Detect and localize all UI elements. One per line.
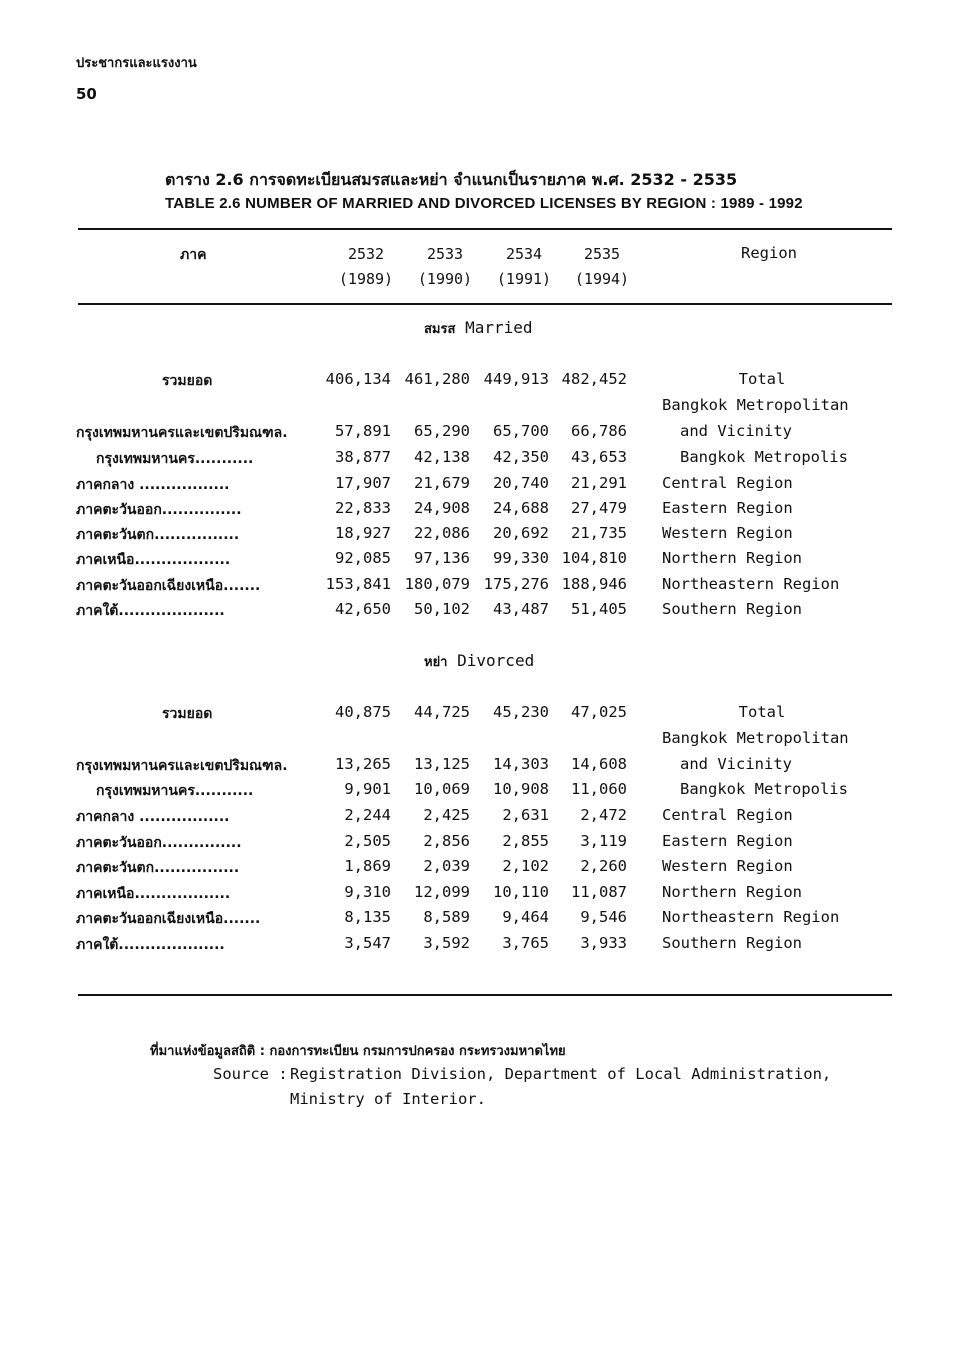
table-row: กรุงเทพมหานคร........... 38,877 42,138 42,350 43,653 Bangkok Metropolis: [96, 448, 848, 467]
section-divorced-label: หย่า Divorced: [424, 651, 535, 670]
section-married-label: สมรส Married: [424, 318, 533, 337]
table-row-label: Bangkok Metropolitan: [662, 729, 849, 747]
table-row-label: Bangkok Metropolitan: [662, 396, 849, 414]
table-row: กรุงเทพมหานคร........... 9,901 10,069 10,908 11,060 Bangkok Metropolis: [96, 780, 848, 799]
table-row: ภาคตะวันออก............... 2,505 2,856 2,855 3,119 Eastern Region: [76, 832, 793, 851]
table-row: ภาคใต้.................... 42,650 50,102 43,487 51,405 Southern Region: [76, 600, 802, 619]
col-year-4: 2535 (1994): [574, 245, 630, 288]
col-year-3: 2534 (1991): [496, 245, 552, 288]
col-region-en: Region: [741, 244, 797, 262]
col-year-2: 2533 (1990): [417, 245, 473, 288]
page-number: 50: [76, 85, 97, 103]
source-english-line2: Ministry of Interior.: [290, 1090, 486, 1108]
header-rule: [78, 303, 892, 305]
table-row-total: รวมยอด 40,875 44,725 45,230 47,025 Total: [162, 703, 786, 722]
table-row: ภาคกลาง ................. 2,244 2,425 2,631 2,472 Central Region: [76, 806, 793, 825]
table-title-english: TABLE 2.6 NUMBER OF MARRIED AND DIVORCED LICENSES BY REGION : 1989 - 1992: [165, 195, 803, 212]
table-row-total: รวมยอด 406,134 461,280 449,913 482,452 Total: [162, 370, 786, 389]
table-row: ภาคตะวันตก................ 1,869 2,039 2,102 2,260 Western Region: [76, 857, 793, 876]
table-row: ภาคตะวันออก............... 22,833 24,908 24,688 27,479 Eastern Region: [76, 499, 793, 518]
col-year-1: 2532 (1989): [338, 245, 394, 288]
source-english-line1: Registration Division, Department of Local Administration,: [290, 1065, 832, 1083]
table-row: ภาคเหนือ.................. 92,085 97,136 99,330 104,810 Northern Region: [76, 549, 802, 568]
table-row: ภาคกลาง ................. 17,907 21,679 20,740 21,291 Central Region: [76, 474, 793, 493]
table-row: กรุงเทพมหานครและเขตปริมณฑล. 13,265 13,125 14,303 14,608 and Vicinity: [76, 755, 792, 774]
table-row: ภาคตะวันออกเฉียงเหนือ....... 8,135 8,589 9,464 9,546 Northeastern Region: [76, 908, 840, 927]
table-title-thai: ตาราง 2.6 การจดทะเบียนสมรสและหย่า จำแนกเป็นรายภาค พ.ศ. 2532 - 2535: [165, 170, 738, 189]
col-region-thai: ภาค: [180, 247, 207, 263]
source-thai: ที่มาแห่งข้อมูลสถิติ : กองการทะเบียน กรมการปกครอง กระทรวงมหาดไทย: [150, 1044, 566, 1059]
bottom-rule: [78, 994, 892, 996]
table-row: ภาคตะวันตก................ 18,927 22,086 20,692 21,735 Western Region: [76, 524, 793, 543]
table-row: ภาคใต้.................... 3,547 3,592 3,765 3,933 Southern Region: [76, 934, 802, 953]
source-english-label: Source :: [213, 1065, 288, 1083]
table-row: ภาคตะวันออกเฉียงเหนือ....... 153,841 180,079 175,276 188,946 Northeastern Region: [76, 575, 840, 594]
table-row: ภาคเหนือ.................. 9,310 12,099 10,110 11,087 Northern Region: [76, 883, 802, 902]
top-rule: [78, 228, 892, 230]
table-row: กรุงเทพมหานครและเขตปริมณฑล. 57,891 65,290 65,700 66,786 and Vicinity: [76, 422, 792, 441]
running-header: ประชากรและแรงงาน: [76, 56, 197, 71]
